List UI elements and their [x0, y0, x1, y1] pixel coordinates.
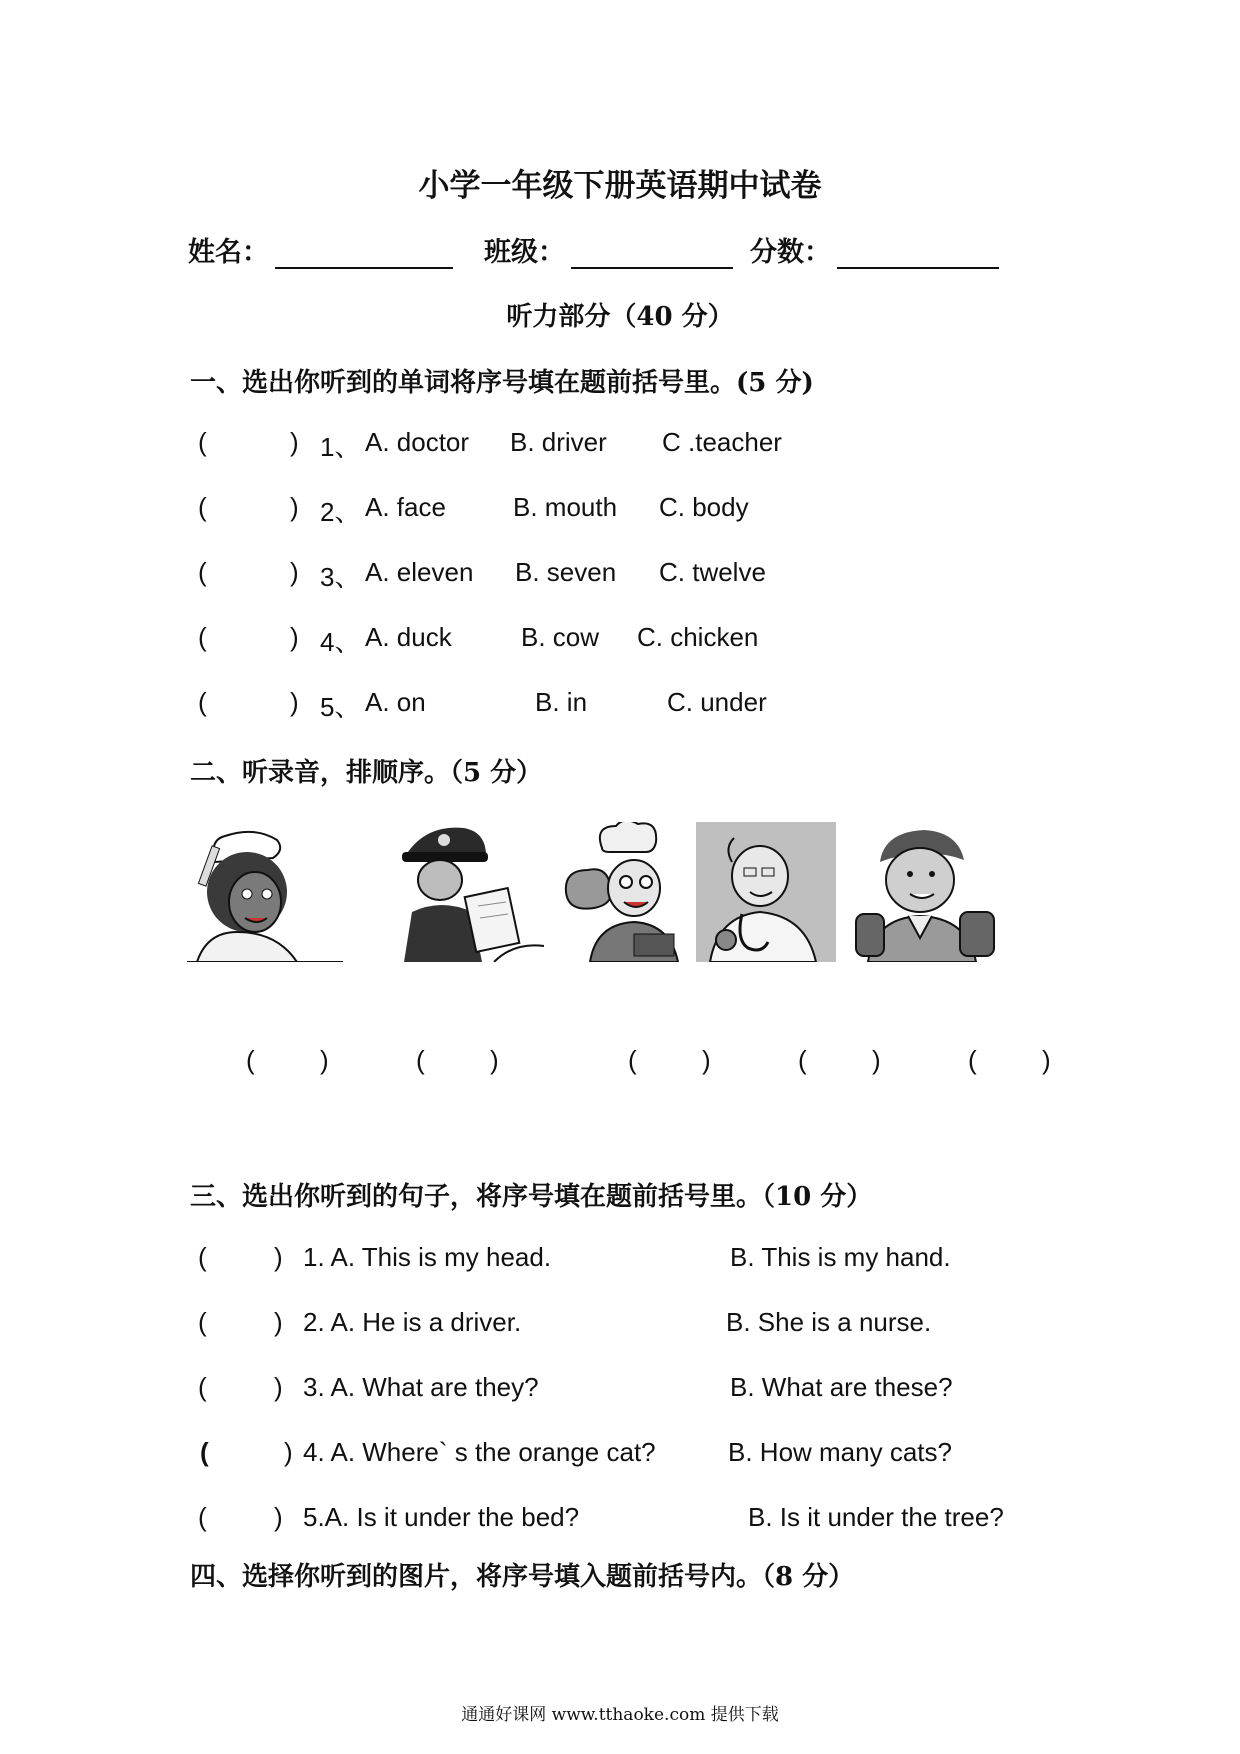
answer-paren-close: ) [284, 1437, 293, 1467]
option-b: B. Is it under the tree? [748, 1502, 1004, 1532]
option-b: B. cow [521, 622, 600, 652]
option-a: A. on [365, 687, 426, 717]
question-number: 2、 [320, 497, 361, 527]
section3-heading: 三、选出你听到的句子，将序号填在题前括号里。（10 分） [190, 1182, 873, 1212]
answer-paren-open[interactable]: ( [198, 557, 207, 587]
answer-paren-open[interactable]: ( [798, 1045, 807, 1075]
option-a: A. doctor [365, 427, 470, 457]
option-b: B. seven [515, 557, 617, 587]
answer-paren-close: ) [274, 1307, 283, 1337]
section4-heading: 四、选择你听到的图片，将序号填入题前括号内。（8 分） [190, 1562, 855, 1592]
answer-paren-open[interactable]: ( [198, 427, 207, 457]
answer-paren-open[interactable]: ( [198, 1502, 207, 1532]
student-picture [850, 822, 1000, 962]
section1-heading: 一、选出你听到的单词将序号填在题前括号里。(5 分) [190, 368, 814, 398]
option-a: 4. A. Where` s the orange cat? [303, 1437, 656, 1467]
answer-paren-close: ) [872, 1045, 881, 1075]
answer-paren-close: ) [274, 1502, 283, 1532]
option-c: C. twelve [659, 557, 766, 587]
option-b: B. mouth [513, 492, 618, 522]
answer-paren-close: ) [1042, 1045, 1051, 1075]
option-a: 5.A. Is it under the bed? [303, 1502, 580, 1532]
answer-paren-open[interactable]: ( [246, 1045, 255, 1075]
option-c: C. under [667, 687, 767, 717]
option-b: B. in [535, 687, 588, 717]
answer-paren-close: ) [320, 1045, 329, 1075]
answer-paren-close: ) [290, 687, 299, 717]
option-b: B. driver [510, 427, 607, 457]
answer-paren-open[interactable]: ( [198, 687, 207, 717]
option-b: B. This is my hand. [730, 1242, 951, 1272]
score-label: 分数： [750, 237, 831, 268]
cook-picture [562, 822, 688, 962]
option-c: C. chicken [637, 622, 759, 652]
police-officer-picture [374, 822, 544, 962]
option-c: C .teacher [662, 427, 782, 457]
question-number: 1、 [320, 432, 361, 462]
answer-paren-open[interactable]: ( [416, 1045, 425, 1075]
answer-paren-close: ) [290, 622, 299, 652]
option-a: A. face [365, 492, 446, 522]
listening-header: 听力部分（40 分） [506, 302, 734, 332]
name-blank[interactable] [275, 237, 453, 269]
nurse-picture [187, 822, 343, 962]
option-a: A. duck [365, 622, 452, 652]
option-a: 2. A. He is a driver. [303, 1307, 522, 1337]
score-blank[interactable] [837, 237, 999, 269]
page-title: 小学一年级下册英语期中试卷 [418, 168, 822, 204]
answer-paren-open[interactable]: ( [198, 1372, 207, 1402]
option-a: A. eleven [365, 557, 474, 587]
name-label: 姓名： [188, 237, 269, 268]
option-a: 1. A. This is my head. [303, 1242, 552, 1272]
doctor-picture [696, 822, 836, 962]
section2-heading: 二、听录音，排顺序。（5 分） [190, 758, 543, 788]
class-field[interactable] [484, 230, 733, 269]
question-number: 3、 [320, 562, 361, 592]
footer-source: 通通好课网 www.tthaoke.com 提供下载 [461, 1705, 779, 1725]
answer-paren-open[interactable]: ( [198, 1307, 207, 1337]
answer-paren-open[interactable]: ( [198, 622, 207, 652]
answer-paren-close: ) [274, 1372, 283, 1402]
answer-paren-open[interactable]: ( [200, 1437, 209, 1467]
answer-paren-open[interactable]: ( [198, 1242, 207, 1272]
answer-paren-close: ) [274, 1242, 283, 1272]
answer-paren-open[interactable]: ( [628, 1045, 637, 1075]
class-blank[interactable] [571, 237, 733, 269]
option-c: C. body [659, 492, 749, 522]
option-b: B. How many cats? [728, 1437, 952, 1467]
answer-paren-close: ) [490, 1045, 499, 1075]
question-number: 4、 [320, 627, 361, 657]
name-field[interactable] [188, 230, 453, 269]
option-a: 3. A. What are they? [303, 1372, 539, 1402]
option-b: B. What are these? [730, 1372, 953, 1402]
answer-paren-open[interactable]: ( [968, 1045, 977, 1075]
answer-paren-close: ) [290, 427, 299, 457]
score-field[interactable] [750, 230, 999, 269]
answer-paren-close: ) [702, 1045, 711, 1075]
class-label: 班级： [484, 237, 565, 268]
answer-paren-close: ) [290, 557, 299, 587]
answer-paren-open[interactable]: ( [198, 492, 207, 522]
answer-paren-close: ) [290, 492, 299, 522]
option-b: B. She is a nurse. [726, 1307, 932, 1337]
question-number: 5、 [320, 692, 361, 722]
